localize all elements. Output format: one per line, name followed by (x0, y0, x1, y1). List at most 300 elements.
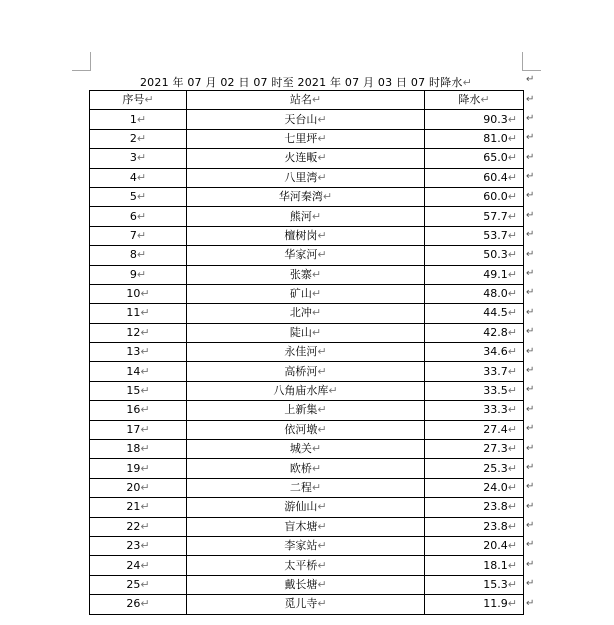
station-name-text: 二程 (289, 481, 312, 494)
row-index-text: 13 (126, 345, 141, 359)
cell-mark: ↵ (136, 170, 147, 184)
cell-mark: ↵ (322, 190, 333, 204)
cell-mark: ↵ (507, 190, 517, 204)
station-name (187, 440, 425, 459)
table-row (90, 440, 524, 459)
row-index-text: 26 (126, 597, 141, 611)
station-name-text: 觅儿寺 (284, 597, 318, 611)
cell-mark: ↵ (140, 306, 150, 320)
rainfall-value-text: 34.6 (483, 345, 508, 359)
station-name-text: 李家站 (284, 539, 318, 553)
station-name-text: 戴长塘 (284, 577, 318, 591)
header-index-text: 序号 (122, 93, 145, 107)
row-end-mark: ↵ (526, 345, 535, 357)
row-index-text: 18 (126, 442, 141, 456)
row-index (90, 556, 187, 575)
row-index-text: 1 (129, 112, 137, 126)
station-name (187, 517, 425, 536)
rainfall-value (425, 420, 524, 439)
cell-mark: ↵ (507, 519, 517, 533)
cell-mark: ↵ (311, 481, 322, 494)
rainfall-value-text: 20.4 (483, 539, 508, 553)
cell-mark: ↵ (507, 170, 517, 184)
table-row (90, 536, 524, 555)
cell-mark: ↵ (317, 151, 327, 165)
station-name-text: 熊河 (289, 209, 312, 223)
rainfall-value (425, 459, 524, 478)
table-row (90, 498, 524, 517)
row-index-text: 16 (126, 403, 141, 417)
row-index-text: 9 (129, 267, 137, 281)
page-corner-top-left (72, 52, 91, 71)
cell-mark: ↵ (140, 539, 150, 553)
rainfall-value-text: 50.3 (483, 248, 508, 262)
station-name (187, 595, 425, 614)
rainfall-value (425, 595, 524, 614)
cell-mark: ↵ (317, 345, 327, 359)
cell-mark: ↵ (507, 539, 517, 553)
row-index-text: 25 (126, 577, 141, 591)
rainfall-value (425, 110, 524, 129)
row-index-text: 15 (126, 384, 141, 398)
table-header-row (90, 91, 524, 110)
cell-mark: ↵ (317, 422, 327, 436)
table-row (90, 459, 524, 478)
rainfall-value (425, 362, 524, 381)
cell-mark: ↵ (140, 364, 150, 378)
row-index-text: 3 (129, 151, 137, 165)
row-end-mark: ↵ (526, 539, 535, 551)
row-end-mark: ↵ (526, 326, 535, 338)
cell-mark: ↵ (507, 558, 517, 572)
rainfall-value-text: 27.4 (483, 422, 508, 436)
row-end-mark: ↵ (526, 578, 535, 590)
row-index-text: 20 (126, 481, 141, 494)
station-name (187, 343, 425, 362)
cell-mark: ↵ (507, 577, 517, 591)
cell-mark: ↵ (144, 93, 154, 107)
cell-mark: ↵ (507, 267, 517, 281)
table-row (90, 401, 524, 420)
rainfall-value-text: 33.5 (483, 384, 508, 398)
cell-mark: ↵ (140, 597, 150, 611)
station-name (187, 265, 425, 284)
cell-mark: ↵ (507, 287, 517, 301)
cell-mark: ↵ (317, 248, 327, 262)
cell-mark: ↵ (140, 577, 150, 591)
table-row (90, 517, 524, 536)
rainfall-value (425, 168, 524, 187)
cell-mark: ↵ (507, 500, 517, 514)
cell-mark: ↵ (317, 519, 327, 533)
cell-mark: ↵ (317, 170, 327, 184)
table-row (90, 478, 524, 497)
cell-mark: ↵ (311, 325, 322, 339)
cell-mark: ↵ (507, 112, 517, 126)
table-row (90, 246, 524, 265)
cell-mark: ↵ (140, 287, 150, 301)
station-name-text: 太平桥 (284, 558, 318, 572)
rainfall-value (425, 556, 524, 575)
row-index-text: 11 (126, 306, 141, 320)
cell-mark: ↵ (317, 112, 327, 126)
cell-mark: ↵ (480, 93, 490, 107)
rainfall-value-text: 27.3 (483, 442, 508, 456)
cell-mark: ↵ (507, 384, 517, 398)
row-index (90, 207, 187, 226)
row-end-mark: ↵ (526, 171, 535, 183)
row-index-text: 8 (129, 248, 137, 262)
row-index (90, 575, 187, 594)
row-index (90, 381, 187, 400)
row-index (90, 149, 187, 168)
station-name (187, 323, 425, 342)
cell-mark: ↵ (136, 190, 147, 204)
cell-mark: ↵ (140, 384, 150, 398)
row-index-text: 12 (126, 325, 141, 339)
row-index-text: 5 (129, 190, 137, 204)
row-end-mark: ↵ (526, 151, 535, 163)
cell-mark: ↵ (317, 500, 327, 514)
rainfall-value-text: 49.1 (483, 267, 508, 281)
station-name-text: 永佳河 (284, 345, 318, 359)
row-index (90, 595, 187, 614)
cell-mark: ↵ (140, 500, 150, 514)
cell-mark: ↵ (140, 481, 150, 494)
station-name (187, 478, 425, 497)
rainfall-value-text: 23.8 (483, 519, 508, 533)
station-name (187, 110, 425, 129)
cell-mark: ↵ (317, 539, 327, 553)
station-name (187, 536, 425, 555)
cell-mark: ↵ (507, 364, 517, 378)
rainfall-value (425, 536, 524, 555)
table-row (90, 284, 524, 303)
rainfall-value-text: 42.8 (483, 325, 508, 339)
station-name (187, 498, 425, 517)
row-end-mark: ↵ (526, 190, 535, 202)
row-end-mark: ↵ (526, 248, 535, 260)
station-name-text: 八里湾 (284, 170, 318, 184)
table-row (90, 420, 524, 439)
row-end-mark: ↵ (526, 403, 535, 415)
cell-mark: ↵ (507, 597, 517, 611)
row-index (90, 323, 187, 342)
row-index-text: 2 (129, 131, 137, 145)
header-index (90, 91, 187, 110)
row-index (90, 187, 187, 206)
row-index (90, 246, 187, 265)
rainfall-value (425, 284, 524, 303)
row-end-mark: ↵ (526, 461, 535, 473)
rainfall-value (425, 575, 524, 594)
rainfall-value-text: 23.8 (483, 500, 508, 514)
rainfall-value-text: 65.0 (483, 151, 508, 165)
row-index (90, 401, 187, 420)
row-end-mark: ↵ (526, 500, 535, 512)
cell-mark: ↵ (507, 248, 517, 262)
rainfall-value (425, 149, 524, 168)
cell-mark: ↵ (507, 403, 517, 417)
row-end-mark: ↵ (526, 306, 535, 318)
station-name-text: 城关 (289, 442, 312, 456)
row-index (90, 517, 187, 536)
cell-mark: ↵ (140, 558, 150, 572)
row-index-text: 17 (126, 422, 141, 436)
cell-mark: ↵ (507, 422, 517, 436)
cell-mark: ↵ (136, 131, 147, 145)
cell-mark: ↵ (136, 248, 147, 262)
row-index-text: 10 (126, 287, 141, 301)
station-name-text: 七里坪 (284, 131, 318, 145)
cell-mark: ↵ (317, 597, 327, 611)
table-row (90, 343, 524, 362)
header-rainfall (425, 91, 524, 110)
table-row (90, 362, 524, 381)
rainfall-value-text: 60.0 (483, 190, 508, 204)
row-index-text: 22 (126, 519, 141, 533)
rainfall-value (425, 226, 524, 245)
cell-mark: ↵ (140, 345, 150, 359)
row-index (90, 478, 187, 497)
table-row (90, 129, 524, 148)
cell-mark: ↵ (507, 442, 517, 456)
row-index-text: 24 (126, 558, 141, 572)
cell-mark: ↵ (311, 306, 322, 320)
row-end-mark: ↵ (526, 132, 535, 144)
table-row (90, 595, 524, 614)
rainfall-value-text: 24.0 (483, 481, 508, 494)
cell-mark: ↵ (311, 93, 322, 107)
rainfall-value (425, 498, 524, 517)
row-index (90, 129, 187, 148)
station-name (187, 556, 425, 575)
station-name (187, 246, 425, 265)
row-end-mark: ↵ (526, 93, 535, 105)
rainfall-value-text: 81.0 (483, 131, 508, 145)
cell-mark: ↵ (311, 287, 322, 301)
row-index (90, 362, 187, 381)
cell-mark: ↵ (140, 403, 150, 417)
row-index-text: 23 (126, 539, 141, 553)
rainfall-value (425, 265, 524, 284)
cell-mark: ↵ (136, 112, 147, 126)
station-name (187, 381, 425, 400)
header-station-text: 站名 (289, 93, 312, 107)
row-index (90, 304, 187, 323)
cell-mark: ↵ (507, 461, 517, 475)
cell-mark: ↵ (507, 151, 517, 165)
rainfall-value (425, 343, 524, 362)
cell-mark: ↵ (311, 442, 322, 456)
station-name (187, 129, 425, 148)
header-rainfall-text: 降水 (458, 93, 481, 107)
station-name-text: 陡山 (289, 325, 312, 339)
paragraph-mark: ↵ (462, 76, 473, 89)
row-index (90, 459, 187, 478)
row-end-mark: ↵ (526, 597, 535, 609)
rainfall-value (425, 246, 524, 265)
cell-mark: ↵ (136, 209, 147, 223)
cell-mark: ↵ (328, 384, 338, 398)
station-name (187, 187, 425, 206)
rainfall-value (425, 187, 524, 206)
row-index (90, 440, 187, 459)
cell-mark: ↵ (507, 306, 517, 320)
rainfall-value (425, 207, 524, 226)
row-end-mark: ↵ (526, 558, 535, 570)
station-name-text: 矿山 (289, 287, 312, 301)
station-name-text: 火连畈 (284, 151, 318, 165)
table-row (90, 187, 524, 206)
row-end-mark: ↵ (526, 112, 535, 124)
rainfall-table (89, 90, 524, 615)
rainfall-value-text: 48.0 (483, 287, 508, 301)
table-row (90, 304, 524, 323)
table-row (90, 207, 524, 226)
row-end-mark: ↵ (526, 520, 535, 532)
cell-mark: ↵ (317, 577, 327, 591)
station-name-text: 八角庙水库 (273, 384, 329, 398)
cell-mark: ↵ (140, 461, 150, 475)
cell-mark: ↵ (311, 209, 322, 223)
station-name-text: 张寨 (289, 267, 312, 281)
table-row (90, 168, 524, 187)
station-name (187, 284, 425, 303)
station-name-text: 上新集 (284, 403, 318, 417)
rainfall-value (425, 478, 524, 497)
station-name-text: 欧桥 (289, 461, 312, 475)
cell-mark: ↵ (507, 131, 517, 145)
station-name-text: 盲木塘 (284, 519, 318, 533)
cell-mark: ↵ (140, 442, 150, 456)
row-index (90, 110, 187, 129)
station-name-text: 天台山 (284, 112, 318, 126)
cell-mark: ↵ (140, 422, 150, 436)
table-row (90, 265, 524, 284)
row-index-text: 19 (126, 461, 141, 475)
row-index-text: 6 (129, 209, 137, 223)
cell-mark: ↵ (140, 519, 150, 533)
table-row (90, 149, 524, 168)
rainfall-value-text: 18.1 (483, 558, 508, 572)
row-index-text: 14 (126, 364, 141, 378)
row-index (90, 265, 187, 284)
row-index (90, 420, 187, 439)
station-name (187, 459, 425, 478)
title-text: 2021 年 07 月 02 日 07 时至 2021 年 07 月 03 日 07 时降水 (139, 76, 463, 89)
station-name (187, 401, 425, 420)
rainfall-value-text: 25.3 (483, 461, 508, 475)
cell-mark: ↵ (507, 209, 517, 223)
cell-mark: ↵ (507, 481, 517, 494)
rainfall-value (425, 517, 524, 536)
rainfall-value-text: 44.5 (483, 306, 508, 320)
rainfall-value (425, 323, 524, 342)
rainfall-value-text: 33.3 (483, 403, 508, 417)
station-name (187, 362, 425, 381)
table-row (90, 381, 524, 400)
station-name (187, 149, 425, 168)
row-index-text: 4 (129, 170, 137, 184)
station-name (187, 304, 425, 323)
station-name-text: 华河秦湾 (278, 190, 323, 204)
row-end-mark: ↵ (526, 209, 535, 221)
cell-mark: ↵ (136, 228, 147, 242)
rainfall-value (425, 401, 524, 420)
cell-mark: ↵ (311, 461, 322, 475)
station-name-text: 高桥河 (284, 364, 318, 378)
station-name-text: 游仙山 (284, 500, 318, 514)
rainfall-value-text: 33.7 (483, 364, 508, 378)
station-name (187, 226, 425, 245)
cell-mark: ↵ (136, 151, 147, 165)
rainfall-value (425, 129, 524, 148)
row-index (90, 226, 187, 245)
row-index (90, 284, 187, 303)
row-index-text: 21 (126, 500, 141, 514)
rainfall-value-text: 11.9 (483, 597, 508, 611)
row-end-mark: ↵ (526, 481, 535, 493)
row-end-mark: ↵ (526, 74, 535, 85)
rainfall-value-text: 57.7 (483, 209, 508, 223)
station-name-text: 华家河 (284, 248, 318, 262)
cell-mark: ↵ (507, 228, 517, 242)
cell-mark: ↵ (317, 558, 327, 572)
cell-mark: ↵ (311, 267, 322, 281)
row-end-mark: ↵ (526, 442, 535, 454)
table-row (90, 110, 524, 129)
row-index (90, 343, 187, 362)
row-index (90, 536, 187, 555)
station-name (187, 168, 425, 187)
row-index (90, 168, 187, 187)
rainfall-value (425, 304, 524, 323)
row-end-mark: ↵ (526, 384, 535, 396)
rainfall-value (425, 381, 524, 400)
table-row (90, 556, 524, 575)
table-row (90, 226, 524, 245)
row-end-mark: ↵ (526, 364, 535, 376)
station-name (187, 575, 425, 594)
cell-mark: ↵ (507, 345, 517, 359)
cell-mark: ↵ (140, 325, 150, 339)
row-end-mark: ↵ (526, 268, 535, 280)
rainfall-value (425, 440, 524, 459)
table-row (90, 323, 524, 342)
row-index-text: 7 (129, 228, 137, 242)
station-name-text: 北冲 (289, 306, 312, 320)
rainfall-value-text: 60.4 (483, 170, 508, 184)
cell-mark: ↵ (317, 228, 327, 242)
cell-mark: ↵ (317, 364, 327, 378)
page-corner-top-right (522, 52, 541, 71)
station-name-text: 檀树岗 (284, 228, 318, 242)
rainfall-value-text: 15.3 (483, 577, 508, 591)
rainfall-value-text: 90.3 (483, 112, 508, 126)
row-end-mark: ↵ (526, 423, 535, 435)
row-end-mark: ↵ (526, 229, 535, 241)
cell-mark: ↵ (507, 325, 517, 339)
cell-mark: ↵ (317, 131, 327, 145)
table-row (90, 575, 524, 594)
station-name-text: 依河墩 (284, 422, 318, 436)
row-index (90, 498, 187, 517)
header-station (187, 91, 425, 110)
cell-mark: ↵ (317, 403, 327, 417)
station-name (187, 207, 425, 226)
row-end-mark: ↵ (526, 287, 535, 299)
